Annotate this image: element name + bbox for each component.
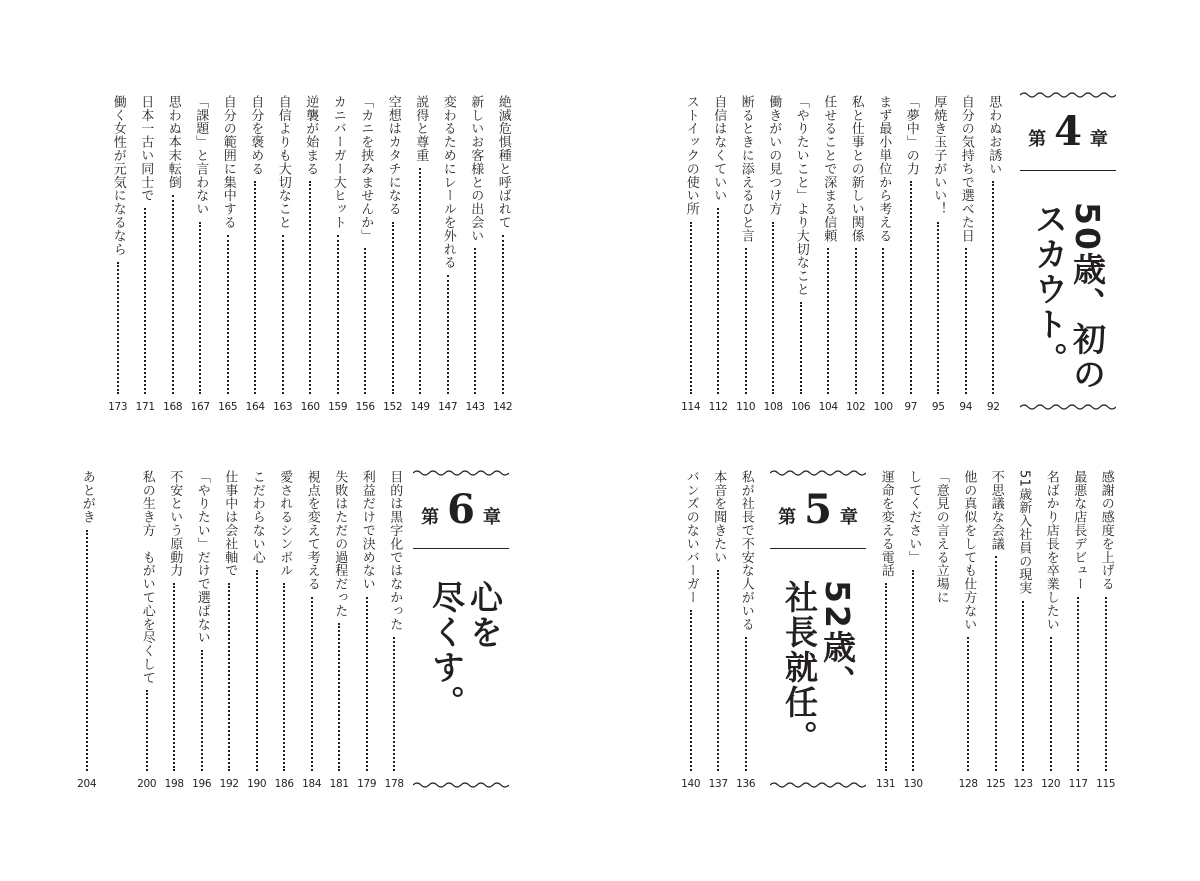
- toc-entry[interactable]: 空想はカタチになる 152: [383, 95, 403, 413]
- toc-entry[interactable]: 不安という原動力 198: [164, 470, 184, 790]
- toc-entry[interactable]: 断るときに添えるひと言 110: [736, 95, 756, 413]
- chapter-6-heading: [413, 468, 509, 790]
- toc-entry[interactable]: 逆襲が始まる 160: [300, 95, 320, 413]
- chapter-4-tail-entries: [872, 470, 1120, 790]
- toc-entry[interactable]: あとがき 204: [77, 470, 97, 790]
- toc-entry[interactable]: 働きがいの見つけ方 108: [763, 95, 783, 413]
- toc-entry[interactable]: 他の真似をしても仕方ない 128: [958, 470, 978, 790]
- chapter-label: 第 6 章: [421, 486, 501, 533]
- toc-entry[interactable]: 任せることで深まる信頼 104: [818, 95, 838, 413]
- chapter-title: 50歳、初の スカウト。: [1030, 202, 1107, 392]
- toc-entry[interactable]: 日本一古い同士で 171: [135, 95, 155, 413]
- chapter-4-heading: [1020, 90, 1116, 412]
- toc-entry[interactable]: 説得と尊重 149: [410, 95, 430, 413]
- toc-entry[interactable]: 思わぬ本末転倒 168: [163, 95, 183, 413]
- toc-entry[interactable]: 私と仕事との新しい関係 102: [846, 95, 866, 413]
- wave-divider-bottom: [413, 780, 509, 788]
- wave-divider-bottom: [1020, 402, 1116, 410]
- toc-entry[interactable]: 愛されるシンボル 186: [274, 470, 294, 790]
- toc-entry[interactable]: 「やりたい」だけで選ばない 196: [192, 470, 212, 790]
- toc-entry[interactable]: 自信はなくていい 112: [708, 95, 728, 413]
- toc-entry[interactable]: 自分の気持ちで選べた日 94: [958, 95, 974, 413]
- toc-entry[interactable]: 私の生き方 もがいて心を尽くして 200: [137, 470, 157, 790]
- toc-entry[interactable]: まず最小単位から考える 100: [873, 95, 893, 413]
- toc-entry[interactable]: 視点を変えて考える 184: [302, 470, 322, 790]
- wave-divider-top: [413, 468, 509, 476]
- toc-entry[interactable]: 思わぬお誘い 92: [986, 95, 1002, 413]
- toc-entry[interactable]: 変わるためにレールを外れる 147: [438, 95, 458, 413]
- toc-entry[interactable]: 「やりたいこと」より大切なこと 106: [791, 95, 811, 413]
- toc-entry[interactable]: 自分を褒める 164: [245, 95, 265, 413]
- toc-entry[interactable]: 新しいお客様との出会い 143: [465, 95, 485, 413]
- toc-entry[interactable]: 「意見の言える立場に: [933, 470, 949, 604]
- toc-entry[interactable]: カニバーガー大ヒット 159: [328, 95, 348, 413]
- wave-divider-bottom: [770, 780, 866, 788]
- chapter-5-entries: [677, 470, 760, 790]
- toc-entry[interactable]: 「カニを挟みませんか」 156: [355, 95, 375, 413]
- toc-entry[interactable]: 本音を聞きたい 137: [708, 470, 728, 790]
- toc-entry[interactable]: こだわらない心 190: [247, 470, 267, 790]
- toc-entry[interactable]: 自分の範囲に集中する 165: [218, 95, 238, 413]
- toc-entry[interactable]: 運命を変える電話 131: [876, 470, 896, 790]
- toc-entry[interactable]: 不思議な会議 125: [986, 470, 1006, 790]
- toc-entry[interactable]: 厚焼き玉子がいい！ 95: [931, 95, 947, 413]
- toc-entry[interactable]: 仕事中は会社軸で 192: [219, 470, 239, 790]
- toc-entry[interactable]: 失敗はただの過程だった 181: [329, 470, 349, 790]
- wave-divider-top: [1020, 90, 1116, 98]
- chapter-label: 第 4 章: [1028, 108, 1108, 155]
- chapter-title: 52歳、 社長就任。: [780, 580, 857, 755]
- toc-entry[interactable]: ストイックの使い所 114: [681, 95, 701, 413]
- toc-entry[interactable]: 自信よりも大切なこと 163: [273, 95, 293, 413]
- chapter-4-cont-entries: [104, 95, 517, 413]
- toc-entry[interactable]: 最悪な店長デビュー 117: [1068, 470, 1088, 790]
- toc-entry[interactable]: 利益だけで決めない 179: [357, 470, 377, 790]
- toc-entry[interactable]: 「夢中」の力 97: [903, 95, 919, 413]
- chapter-6-entries: [133, 470, 408, 790]
- chapter-number: 4: [1054, 108, 1082, 155]
- toc-entry[interactable]: してください」 130: [903, 470, 923, 790]
- toc-entry[interactable]: 絶滅危惧種と呼ばれて 142: [493, 95, 513, 413]
- toc-entry[interactable]: 51歳新入社員の現実 123: [1013, 470, 1033, 790]
- chapter-rule: [1020, 170, 1116, 171]
- chapter-title: 心を 尽くす。: [427, 580, 504, 720]
- chapter-label: 第 5 章: [778, 486, 858, 533]
- afterword-entry: [73, 470, 101, 790]
- toc-entry[interactable]: 私が社長で不安な人がいる 136: [736, 470, 756, 790]
- wave-divider-top: [770, 468, 866, 476]
- toc-entry[interactable]: バンズのないバーガー 140: [681, 470, 701, 790]
- chapter-number: 6: [447, 486, 475, 533]
- toc-entry[interactable]: 感謝の感度を上げる 115: [1096, 470, 1116, 790]
- toc-entry[interactable]: 働く女性が元気になるなら 173: [108, 95, 128, 413]
- chapter-rule: [770, 548, 866, 549]
- chapter-5-heading: [770, 468, 866, 790]
- toc-entry[interactable]: 「課題」と言わない 167: [190, 95, 210, 413]
- chapter-number: 5: [804, 486, 832, 533]
- toc-entry[interactable]: 名ばかり店長を卒業したい 120: [1041, 470, 1061, 790]
- chapter-4-entries: [677, 95, 1007, 413]
- chapter-rule: [413, 548, 509, 549]
- toc-entry[interactable]: 目的は黒字化ではなかった 178: [384, 470, 404, 790]
